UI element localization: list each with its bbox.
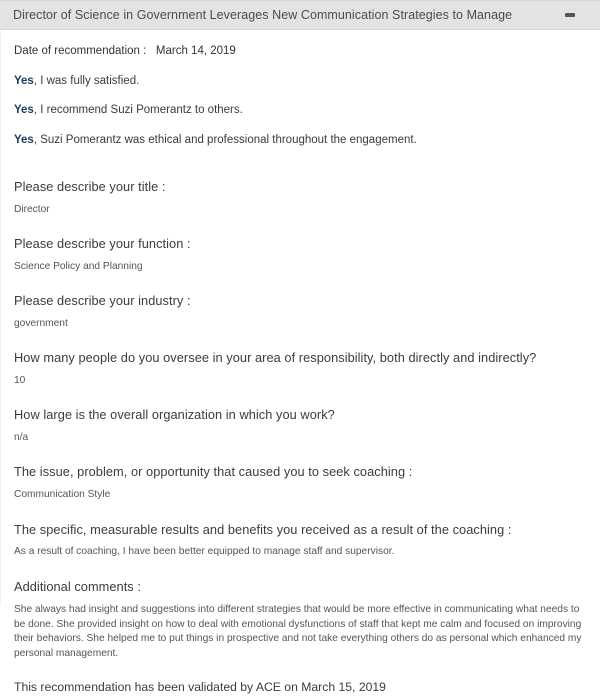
affirmation-text: , I was fully satisfied. [33,74,140,87]
qa-block-people-overseen [14,350,586,388]
answer-value: 10 [14,374,26,386]
question-answer-list [14,179,586,661]
answer-value: Science Policy and Planning [14,260,143,272]
list-item [14,103,586,117]
qa-block-coaching-issue [14,464,586,502]
question-label: The issue, problem, or opportunity that caused you to seek coaching : [14,464,413,480]
question-label: The specific, measurable results and benefits you received as a result of the coaching : [14,521,512,537]
affirmation-yes: Yes [14,74,34,87]
list-item [14,74,586,88]
minimize-button[interactable] [563,8,577,22]
affirmation-yes: Yes [14,133,34,146]
affirmation-text: , Suzi Pomerantz was ethical and professional throughout the engagement. [33,133,417,146]
affirmation-yes: Yes [14,104,34,117]
qa-block-title [14,179,586,217]
answer-value: Communication Style [14,489,111,501]
minimize-icon [565,13,575,17]
question-label: How large is the overall organization in which you work? [14,407,335,423]
answer-value: Director [14,203,50,215]
question-label: Please describe your title : [14,178,166,194]
header-controls [540,1,600,29]
page-title: Director of Science in Government Leverages New Communication Strategies to Manage [13,8,513,22]
qa-block-industry [14,293,586,331]
answer-value: As a result of coaching, I have been better equipped to manage staff and supervisor. [14,546,395,558]
question-label: Please describe your function : [14,236,191,252]
affirmation-list [14,74,586,147]
panel-header [0,0,600,30]
affirmation-text: , I recommend Suzi Pomerantz to others. [33,104,243,117]
qa-block-results [14,522,586,560]
question-label: Please describe your industry : [14,293,191,309]
answer-value: n/a [14,431,29,443]
answer-value: government [14,317,68,329]
answer-value: She always had insight and suggestions into different strategies that would be more effective in communicating what needs to be done. She provided insight on how to deal with emotional dysfunctions of staff that kept me calm and focused on improving their behaviors. She helped me to put things in prospective and not take everything others do as personal which enhanced my personal management. [14,604,582,659]
validation-statement: This recommendation has been validated by ACE on March 15, 2019 [14,680,386,695]
qa-block-additional-comments [14,579,586,662]
qa-block-function [14,236,586,274]
panel-body [0,30,600,695]
date-of-recommendation: Date of recommendation : March 14, 2019 [14,45,236,57]
qa-block-organization-size [14,407,586,445]
list-item [14,133,586,147]
question-label: How many people do you oversee in your area of responsibility, both directly and indirectly? [14,350,537,366]
question-label: Additional comments : [14,578,141,594]
